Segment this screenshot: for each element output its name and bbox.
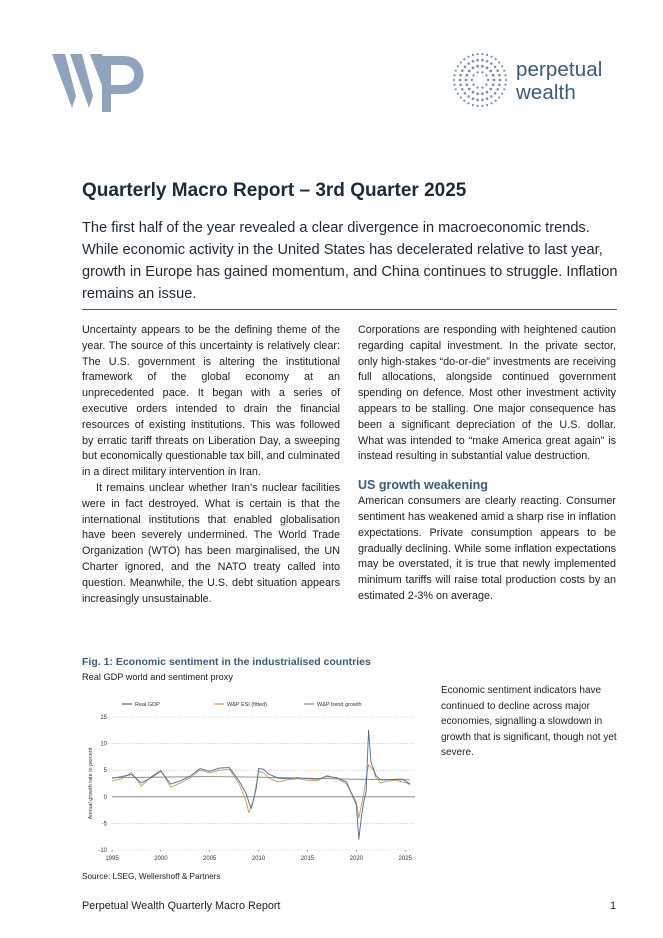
section-heading: US growth weakening (358, 478, 488, 493)
wp-logo (52, 50, 156, 114)
y-tick-label: 15 (100, 715, 107, 721)
x-tick-label: 2010 (251, 856, 266, 862)
logo-dot (481, 99, 484, 102)
logo-dot (472, 91, 475, 94)
legend-label: W&P trend growth (317, 702, 362, 708)
logo-dot (489, 88, 492, 91)
left-column (82, 323, 340, 607)
logo-dot (465, 83, 468, 86)
logo-dot (486, 91, 489, 94)
divider (82, 309, 617, 310)
logo-dot (467, 62, 470, 65)
paragraph: It remains unclear whether Iran’s nuclear facilities were in fact destroyed. What is certain is that the international institutions that enabled globalisation have been severely undermined. The World Trade Organization (WTO) has been marginalised, the UN Charter ignored, and the NATO treaty called into question. Meanwhile, the U.S. debt situation appears increasingly unsustainable. (82, 481, 340, 605)
logo-dot (498, 74, 501, 77)
logo-dot (505, 79, 507, 81)
logo-dot (453, 74, 455, 76)
logo-dot (498, 96, 500, 98)
logo-dot (490, 95, 493, 98)
logo-dot (477, 105, 479, 107)
y-tick-label: 5 (103, 768, 107, 775)
figure-subtitle: Real GDP world and sentiment proxy (82, 672, 233, 682)
paragraph: Corporations are responding with heightened caution regarding capital investment. In the private sector, only high-stakes “do-or-die” investments are receiving full allocations, alongside continued government spending on defence. Most other investment activity appears to be stalling. One major consequence has been a significant depreciation of the U.S. dollar. What was intended to “make America great again” is instead resulting in substantial value destruction. (358, 324, 616, 463)
x-tick-label: 2000 (154, 856, 168, 862)
logo-dot (492, 83, 495, 86)
logo-dot (459, 83, 462, 86)
logo-dot (468, 70, 471, 73)
line-chart (82, 692, 422, 862)
logo-dot (455, 70, 457, 72)
logo-dot (467, 102, 469, 104)
logo-dot (496, 88, 499, 91)
logo-dot (494, 65, 497, 68)
logo-dot (472, 60, 475, 63)
logo-dot (486, 60, 489, 63)
logo-dot (503, 88, 505, 90)
logo-dot (485, 74, 487, 76)
logo-dot (468, 88, 471, 91)
logo-dot (481, 105, 483, 107)
logo-dot (457, 93, 459, 95)
logo-dot (495, 58, 497, 60)
logo-dot (496, 69, 499, 72)
logo-dot (495, 100, 497, 102)
logo-dot (490, 56, 492, 58)
logo-dot (472, 66, 475, 69)
legend-label: W&P ESI (fitted) (227, 702, 267, 708)
x-tick-label: 2015 (300, 856, 315, 862)
legend-label: Real GDP (135, 702, 160, 708)
logo-dot (486, 104, 488, 106)
logo-dot (464, 65, 467, 68)
logo-dot (460, 61, 462, 63)
paragraph: American consumers are clearly reacting. Consumer sentiment has weakened amid a sharp rise in inflation expectations. Private consumption appears to be gradually declining. While some inflation expectations may be overstated, it is true that newly implemented minimum tariffs will raise total production costs by an estimated 2-3% on average. (358, 495, 616, 602)
y-axis-label: Annual growth rate in percent (88, 747, 94, 820)
x-tick-label: 1995 (105, 856, 119, 862)
logo-dot (476, 86, 478, 88)
logo-dot (476, 99, 479, 102)
logo-dot (461, 88, 464, 91)
logo-dot (472, 104, 474, 106)
logo-dot (467, 95, 470, 98)
report-title: Quarterly Macro Report – 3rd Quarter 2025 (82, 180, 467, 201)
logo-dot (498, 83, 501, 86)
figure-caption: Economic sentiment indicators have continued to decline across major economies, signalling a slowdown in growth that is significant, though not yet severe. (441, 685, 617, 758)
logo-dot (465, 79, 468, 82)
logo-dot (481, 65, 484, 68)
logo-dot (476, 71, 478, 73)
logo-dot (472, 84, 474, 86)
logo-dot (481, 92, 484, 95)
logo-dot (499, 79, 502, 82)
logo-dot (465, 74, 468, 77)
logo-dot (477, 53, 479, 55)
logo-dot (472, 97, 475, 100)
logo-dot (481, 59, 484, 62)
logo-dot (487, 79, 489, 81)
series-line-3 (112, 777, 410, 780)
logo-dot (461, 69, 464, 72)
x-tick-label: 2005 (203, 856, 217, 862)
lead-paragraph: The first half of the year revealed a clear divergence in macroeconomic trends. While economic activity in the United States has decelerated relative to last year, growth in Europe has gained momentum, and China continues to struggle. Inflation remains an issue. (82, 220, 618, 302)
logo-dot (481, 53, 483, 55)
logo-dot (472, 74, 474, 76)
figure-source: Source: LSEG, Wellershoff & Partners (82, 872, 221, 881)
logo-dot (501, 93, 503, 95)
logo-dot (501, 65, 503, 67)
logo-dot (485, 84, 487, 86)
logo-dot (453, 79, 455, 81)
logo-dot (481, 71, 483, 73)
logo-dot (481, 86, 483, 88)
brand-name: perpetual wealth (516, 58, 603, 104)
figure-title: Fig. 1: Economic sentiment in the industrialised countries (82, 656, 371, 668)
logo-dot (494, 92, 497, 95)
logo-dot (463, 58, 465, 60)
logo-dot (472, 54, 474, 56)
logo-dot (457, 65, 459, 67)
footer-title: Perpetual Wealth Quarterly Macro Report (82, 900, 281, 912)
series-line-2 (112, 765, 410, 818)
y-tick-label: 10 (100, 741, 107, 748)
paragraph: Uncertainty appears to be the defining theme of the year. The source of this uncertainty is relatively clear: The U.S. government is altering the institutional framework of the global economy at an unprecedented pace. It began with a series of executive orders intended to drain the financial resources of existing institutions. This was followed by erratic tariff threats on Liberation Day, a sweeping but economically questionable tax bill, and culminated in a direct military intervention in Iran. (82, 324, 340, 479)
logo-dot (471, 79, 473, 81)
logo-dot (504, 84, 506, 86)
y-tick-label: -5 (101, 821, 107, 828)
logo-dot (504, 74, 506, 76)
logo-dot (498, 61, 500, 63)
logo-dot (459, 74, 462, 77)
logo-dot (463, 100, 465, 102)
logo-dot (467, 56, 469, 58)
logo-dot (460, 96, 462, 98)
right-column (358, 323, 616, 605)
logo-dot (464, 92, 467, 95)
logo-dot (490, 62, 493, 65)
logo-dot (503, 70, 505, 72)
logo-dot (493, 79, 496, 82)
logo-dot (459, 79, 462, 82)
x-tick-label: 2020 (349, 856, 364, 862)
logo-dot (486, 97, 489, 100)
page-number: 1 (610, 900, 617, 912)
logo-dot (489, 70, 492, 73)
logo-dot (455, 88, 457, 90)
x-tick-label: 2025 (398, 856, 412, 862)
logo-dot (486, 54, 488, 56)
logo-dot (492, 74, 495, 77)
logo-dot (476, 92, 479, 95)
y-tick-label: 0 (103, 794, 107, 801)
logo-dot (476, 65, 479, 68)
logo-dot (490, 102, 492, 104)
logo-dot (486, 66, 489, 69)
logo-dot (453, 84, 455, 86)
y-tick-label: -10 (98, 848, 107, 854)
logo-dot (476, 59, 479, 62)
